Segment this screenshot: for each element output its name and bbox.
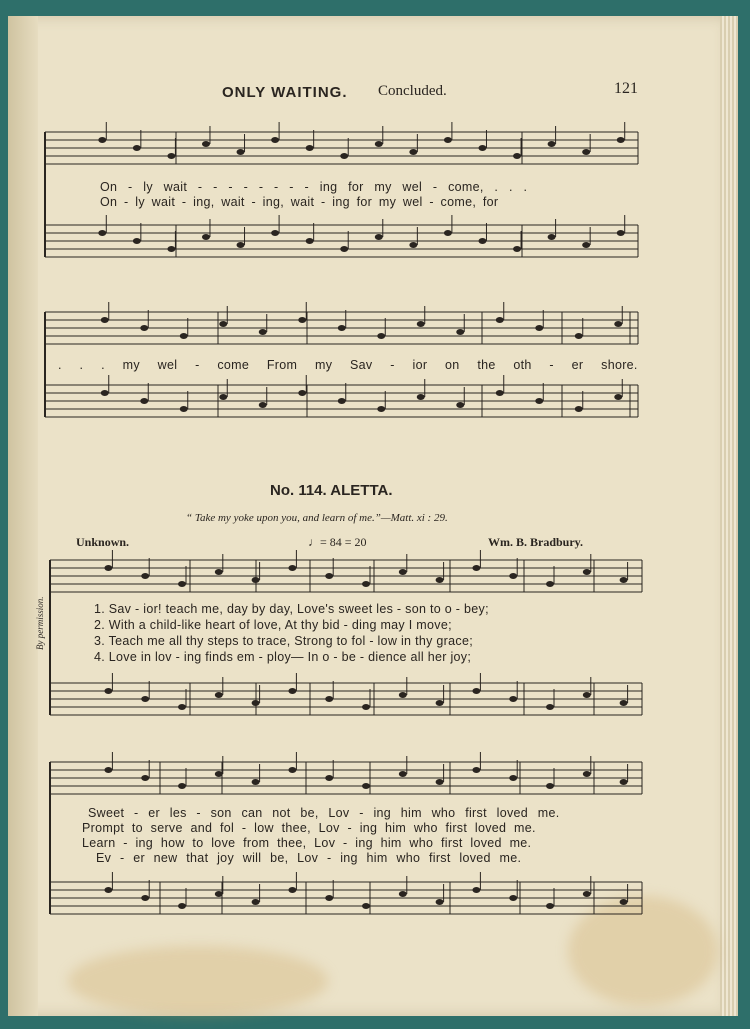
- note-head: [167, 153, 175, 159]
- note-head: [325, 895, 333, 901]
- note-head: [620, 779, 628, 785]
- note-head: [614, 394, 622, 400]
- note-head: [620, 899, 628, 905]
- note-head: [509, 573, 517, 579]
- note-head: [472, 565, 480, 571]
- note-head: [259, 402, 267, 408]
- note-head: [399, 891, 407, 897]
- note-head: [133, 145, 141, 151]
- note-head: [583, 891, 591, 897]
- note-head: [288, 767, 296, 773]
- note-head: [496, 317, 504, 323]
- note-head: [215, 692, 223, 698]
- note-head: [306, 238, 314, 244]
- music-credit: Wm. B. Bradbury.: [488, 535, 584, 549]
- note-head: [362, 783, 370, 789]
- verse-line: Sweet - er les - son can not be, Lov - ing him who first loved me.: [88, 806, 560, 820]
- note-head: [259, 329, 267, 335]
- note-head: [456, 329, 464, 335]
- note-head: [535, 398, 543, 404]
- page-number: 121: [614, 80, 638, 97]
- note-head: [252, 577, 260, 583]
- note-head: [548, 141, 556, 147]
- note-head: [436, 700, 444, 706]
- note-head: [617, 137, 625, 143]
- note-head: [472, 887, 480, 893]
- note-head: [436, 899, 444, 905]
- note-head: [436, 577, 444, 583]
- lyric-line: On - ly wait - ing, wait - ing, wait - ing for my wel - come, for: [100, 195, 499, 209]
- note-head: [399, 569, 407, 575]
- note-head: [620, 577, 628, 583]
- note-head: [546, 704, 554, 710]
- note-head: [104, 767, 112, 773]
- note-head: [546, 581, 554, 587]
- note-head: [167, 246, 175, 252]
- note-head: [617, 230, 625, 236]
- note-head: [535, 325, 543, 331]
- words-credit: Unknown.: [76, 535, 130, 549]
- note-head: [178, 783, 186, 789]
- note-head: [340, 246, 348, 252]
- note-head: [583, 569, 591, 575]
- note-head: [104, 565, 112, 571]
- note-head: [409, 149, 417, 155]
- verse-line: 2. With a child-like heart of love, At thy bid - ding may I move;: [94, 618, 452, 632]
- note-head: [202, 141, 210, 147]
- note-head: [575, 333, 583, 339]
- permission-note: By permission.: [35, 596, 45, 650]
- note-head: [141, 573, 149, 579]
- note-head: [271, 230, 279, 236]
- note-head: [141, 775, 149, 781]
- note-head: [513, 246, 521, 252]
- note-head: [180, 333, 188, 339]
- note-head: [399, 771, 407, 777]
- note-head: [141, 895, 149, 901]
- page-header-subtitle: Concluded.: [378, 83, 447, 99]
- note-head: [298, 317, 306, 323]
- note-head: [362, 704, 370, 710]
- note-head: [252, 700, 260, 706]
- note-head: [583, 771, 591, 777]
- note-head: [98, 137, 106, 143]
- note-head: [219, 321, 227, 327]
- note-head: [614, 321, 622, 327]
- note-head: [141, 696, 149, 702]
- note-head: [375, 234, 383, 240]
- note-head: [472, 688, 480, 694]
- note-head: [306, 145, 314, 151]
- verse-line: Learn - ing how to love from thee, Lov - ing him who first loved me.: [82, 836, 532, 850]
- verse-line: 3. Teach me all thy steps to trace, Strong to fol - low in thy grace;: [94, 634, 473, 648]
- note-head: [362, 581, 370, 587]
- note-head: [417, 394, 425, 400]
- hymn-epigraph: “ Take my yoke upon you, and learn of me.”—Matt. xi : 29.: [186, 512, 448, 524]
- note-head: [417, 321, 425, 327]
- note-head: [582, 242, 590, 248]
- note-head: [104, 688, 112, 694]
- note-head: [237, 149, 245, 155]
- note-head: [252, 899, 260, 905]
- note-head: [180, 406, 188, 412]
- note-head: [509, 895, 517, 901]
- note-head: [237, 242, 245, 248]
- note-head: [375, 141, 383, 147]
- note-head: [509, 696, 517, 702]
- note-head: [582, 149, 590, 155]
- note-head: [202, 234, 210, 240]
- note-head: [215, 771, 223, 777]
- note-head: [178, 581, 186, 587]
- note-head: [338, 398, 346, 404]
- note-head: [340, 153, 348, 159]
- verse-line: 4. Love in lov - ing finds em - ploy— In o - be - dience all her joy;: [94, 650, 472, 664]
- note-head: [288, 688, 296, 694]
- page-header-title: ONLY WAITING.: [222, 84, 348, 101]
- verse-line: Prompt to serve and fol - low thee, Lov - ing him who first loved me.: [82, 821, 536, 835]
- note-head: [140, 398, 148, 404]
- note-head: [456, 402, 464, 408]
- note-head: [101, 317, 109, 323]
- note-head: [575, 406, 583, 412]
- note-head: [178, 903, 186, 909]
- note-head: [215, 891, 223, 897]
- note-head: [620, 700, 628, 706]
- note-head: [377, 406, 385, 412]
- note-head: [444, 230, 452, 236]
- note-head: [478, 145, 486, 151]
- note-head: [546, 783, 554, 789]
- note-head: [140, 325, 148, 331]
- note-head: [444, 137, 452, 143]
- verse-line: Ev - er new that joy will be, Lov - ing him who first loved me.: [96, 851, 522, 865]
- note-head: [252, 779, 260, 785]
- note-head: [104, 887, 112, 893]
- note-head: [583, 692, 591, 698]
- note-head: [325, 573, 333, 579]
- note-head: [338, 325, 346, 331]
- note-head: [325, 775, 333, 781]
- note-head: [436, 779, 444, 785]
- note-head: [409, 242, 417, 248]
- note-head: [298, 390, 306, 396]
- hymn-title: No. 114. ALETTA.: [270, 482, 393, 499]
- note-head: [219, 394, 227, 400]
- note-head: [377, 333, 385, 339]
- lyric-line: On - ly wait - - - - - - - - ing for my wel - come, . . .: [100, 180, 528, 194]
- lyric-line: . . . my wel - come From my Sav - ior on the oth - er shore.: [58, 358, 638, 372]
- note-head: [325, 696, 333, 702]
- note-head: [399, 692, 407, 698]
- note-head: [513, 153, 521, 159]
- note-head: [178, 704, 186, 710]
- note-head: [472, 767, 480, 773]
- note-head: [362, 903, 370, 909]
- note-head: [288, 565, 296, 571]
- tempo-marking: ♩= 84 = 20: [308, 535, 367, 549]
- note-head: [509, 775, 517, 781]
- note-head: [101, 390, 109, 396]
- note-head: [271, 137, 279, 143]
- note-head: [288, 887, 296, 893]
- note-head: [548, 234, 556, 240]
- note-head: [478, 238, 486, 244]
- note-head: [546, 903, 554, 909]
- note-head: [133, 238, 141, 244]
- note-head: [215, 569, 223, 575]
- verse-line: 1. Sav - ior! teach me, day by day, Love's sweet les - son to o - bey;: [94, 602, 489, 616]
- note-head: [98, 230, 106, 236]
- note-head: [496, 390, 504, 396]
